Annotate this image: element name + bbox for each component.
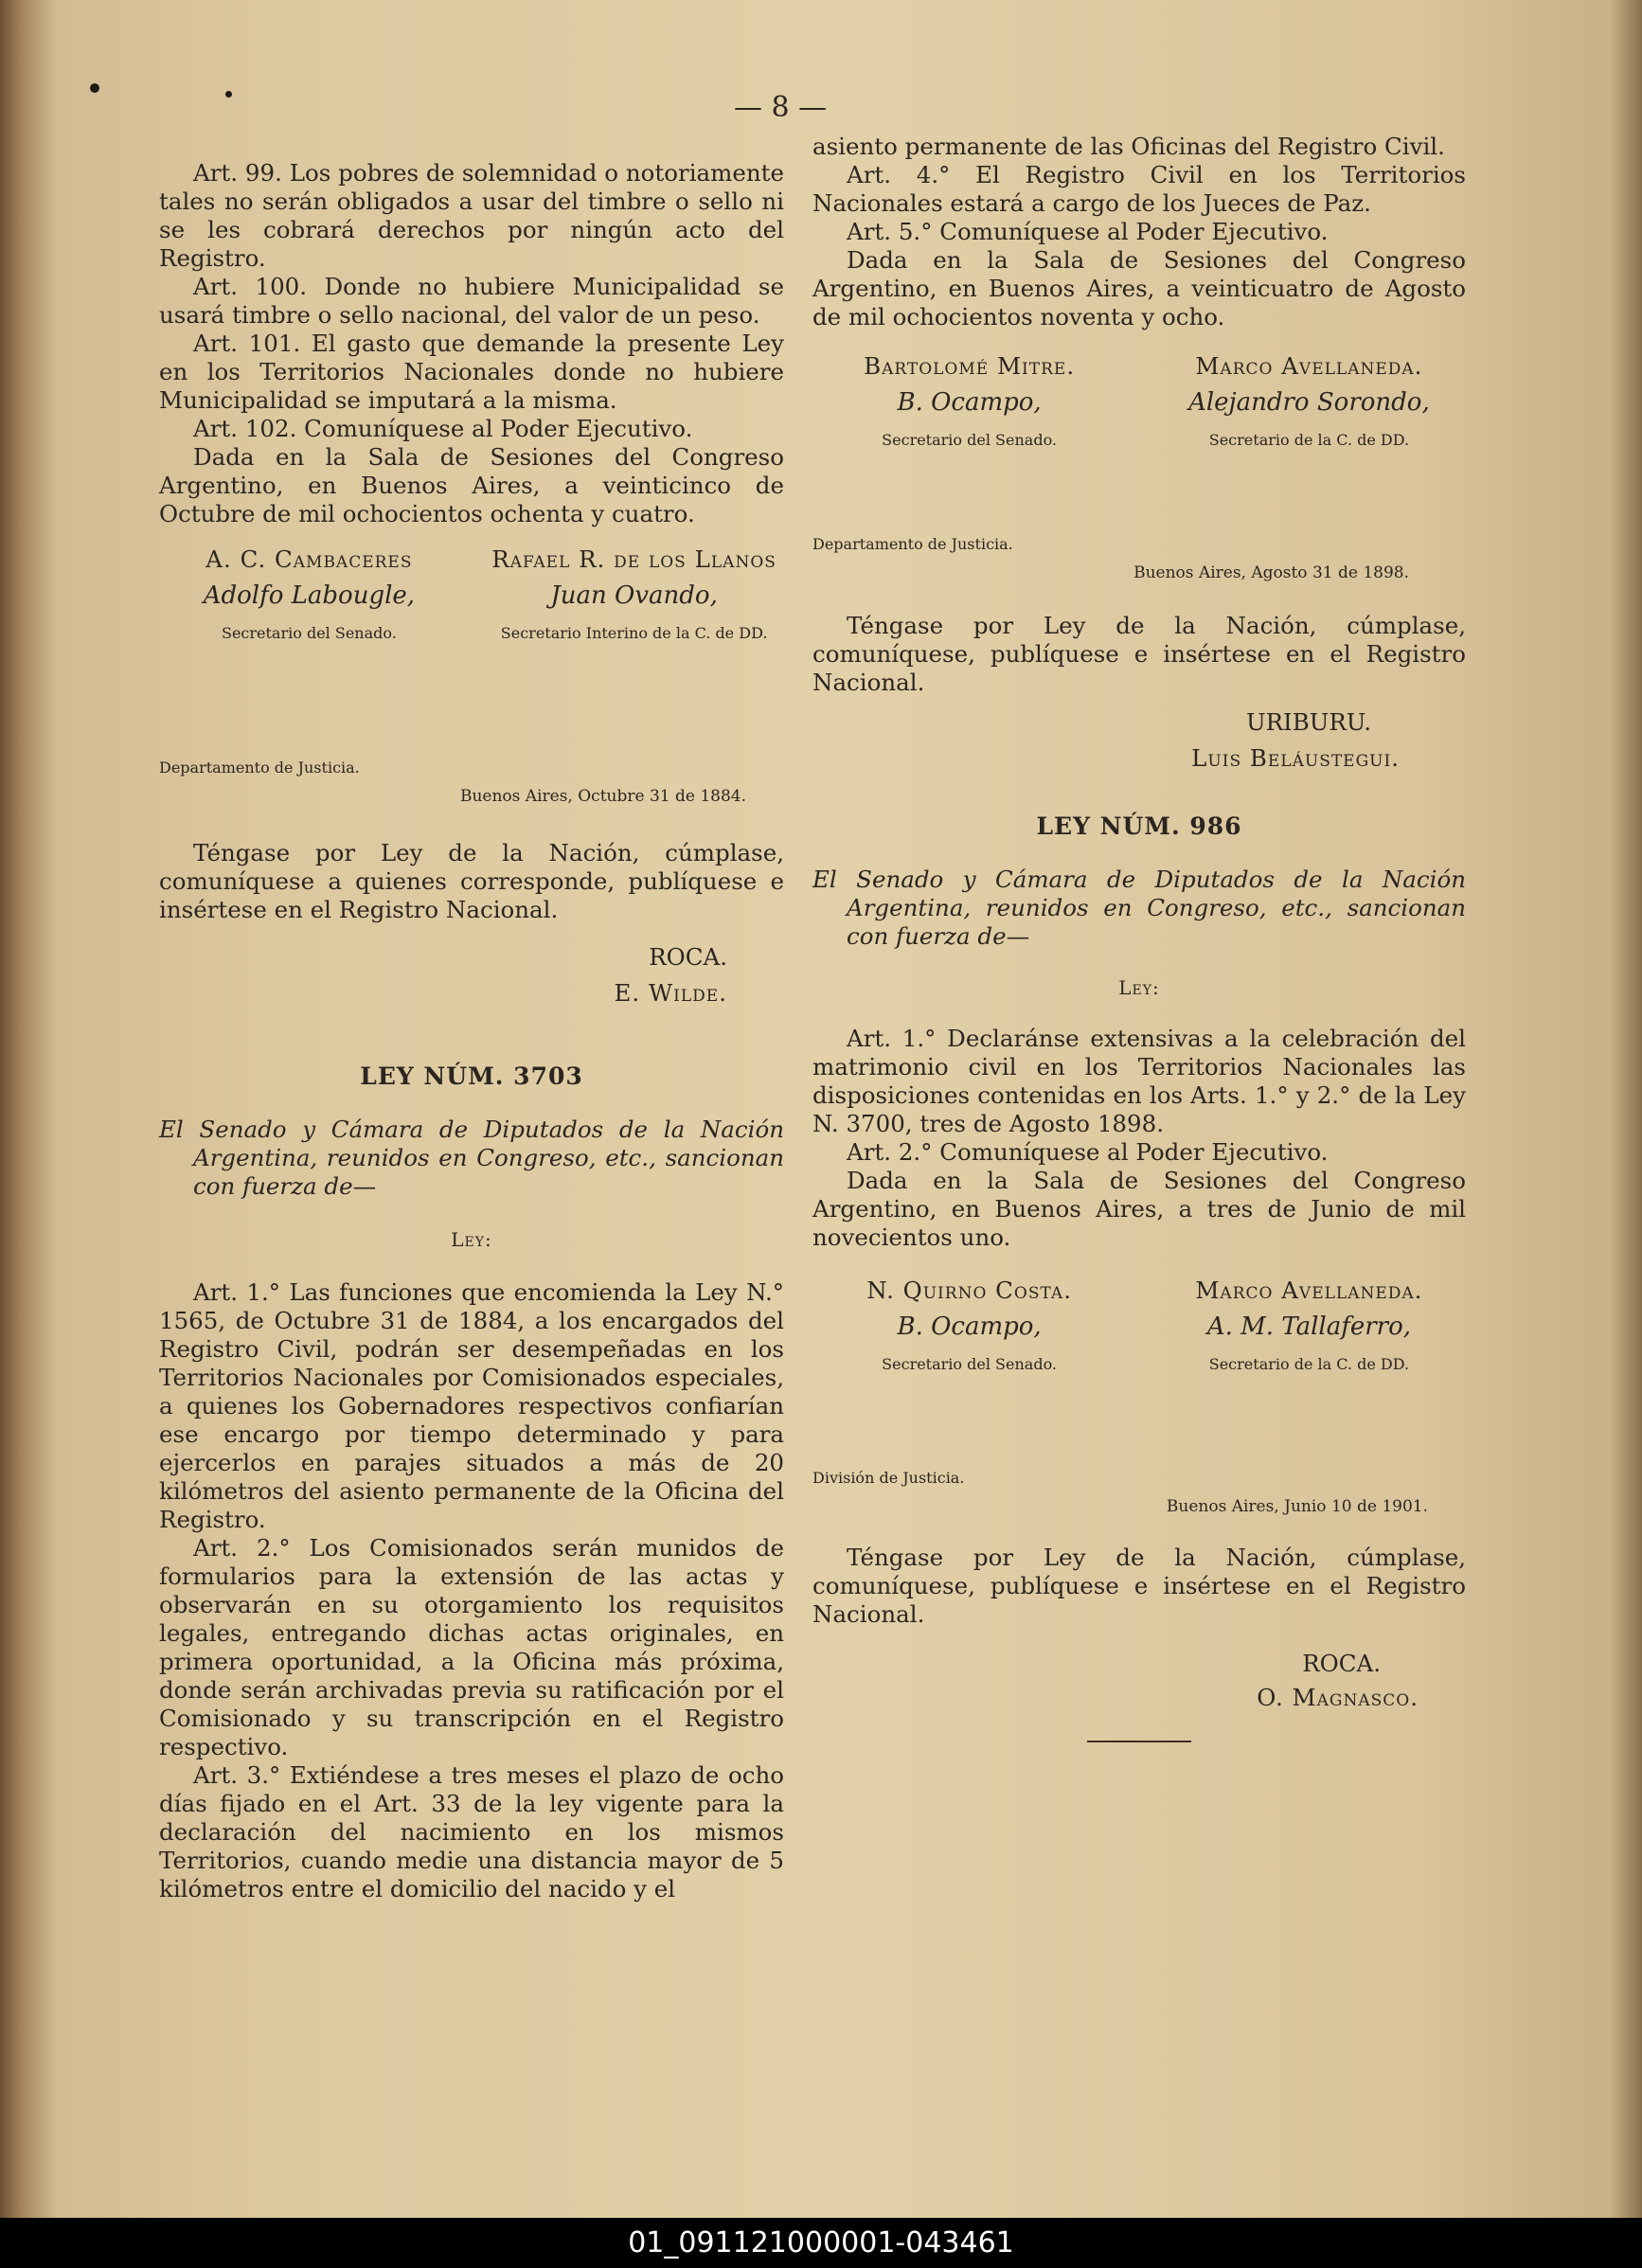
signer-name: Marco Avellaneda. <box>1195 1277 1423 1304</box>
decree-text: Téngase por Ley de la Nación, cúmplase, comuníquese a quienes corresponde, publíquese e insértese en el Registro Nacional. <box>159 839 784 923</box>
secretary-name: Adolfo Labougle, <box>203 581 416 610</box>
law-intro: El Senado y Cámara de Diputados de la Nación Argentina, reunidos en Congreso, etc., sancionan con fuerza de— <box>159 1116 784 1200</box>
signature-block <box>159 545 784 648</box>
place-date: Buenos Aires, Junio 10 de 1901. <box>1166 1497 1428 1516</box>
signer: O. Magnasco. <box>1257 1684 1419 1711</box>
article: Art. 99. Los pobres de solemnidad o notoriamente tales no serán obligados a usar del timbre o sello ni se les cobrará derechos por ningún acto del Registro. <box>159 159 784 272</box>
secretary-role: Secretario de la C. de DD. <box>1208 1355 1410 1373</box>
department: Departamento de Justicia. <box>159 759 360 777</box>
secretary-role: Secretario del Senado. <box>882 431 1057 449</box>
page-number: — 8 — <box>734 91 828 124</box>
left-column <box>159 159 784 1903</box>
secretary-name: Juan Ovando, <box>550 581 718 610</box>
article: Art. 2.° Los Comisionados serán munidos de formularios para la extensión de las actas y observarán en su otorgamiento los requisitos legales, entregando dichas actas originales, en primera oportunidad, a la Oficina más próxima, donde serán archivadas previa su ratificación por el Comisionado y su transcripción en el Registro respectivo. <box>159 1534 784 1760</box>
ley-label: Ley: <box>1118 976 1160 999</box>
signer: Luis Beláustegui. <box>1191 744 1400 772</box>
signer: ROCA. <box>1302 1650 1381 1677</box>
article: Art. 2.° Comuníquese al Poder Ejecutivo. <box>847 1138 1329 1166</box>
article: Art. 1.° Las funciones que encomienda la Ley N.° 1565, de Octubre 31 de 1884, a los encargados del Registro Civil, podrán ser desempeñadas en los Territorios Nacionales por Comisionados especiales, a quienes los Gobernadores respectivos confiarían ese encargo por tiempo determinado y para ejercerlos en parajes situados a más de 20 kilómetros del asiento permanente de la Oficina del Registro. <box>159 1278 784 1533</box>
secretary-name: B. Ocampo, <box>897 388 1042 417</box>
article: Art. 5.° Comuníquese al Poder Ejecutivo. <box>847 218 1329 245</box>
secretary-name: A. M. Tallaferro, <box>1206 1313 1411 1341</box>
signer-name: N. Quirno Costa. <box>866 1277 1072 1304</box>
secretary-role: Secretario Interino de la C. de DD. <box>500 624 768 642</box>
department: División de Justicia. <box>812 1469 965 1487</box>
signature-block <box>812 1277 1466 1379</box>
secretary-name: B. Ocampo, <box>897 1313 1042 1341</box>
signer: E. Wilde. <box>614 979 727 1007</box>
article: Dada en la Sala de Sesiones del Congreso Argentino, en Buenos Aires, a veinticuatro de Agosto de mil ochocientos noventa y ocho. <box>812 246 1466 330</box>
article: Art. 3.° Extiéndese a tres meses el plazo de ocho días fijado en el Art. 33 de la ley vigente para la declaración del nacimiento en los mismos Territorios, cuando medie una distancia mayor de 5 kilómetros entre el domicilio del nacido y el <box>159 1761 784 1902</box>
article: Art. 100. Donde no hubiere Municipalidad se usará timbre o sello nacional, del valor de un peso. <box>159 273 784 329</box>
secretary-role: Secretario del Senado. <box>221 624 397 642</box>
secretary-role: Secretario del Senado. <box>882 1355 1057 1373</box>
law-intro: El Senado y Cámara de Diputados de la Nación Argentina, reunidos en Congreso, etc., sancionan con fuerza de— <box>812 866 1466 950</box>
law-title: LEY NÚM. 986 <box>1036 813 1242 840</box>
decree-text: Téngase por Ley de la Nación, cúmplase, comuníquese, publíquese e insértese en el Registro Nacional. <box>812 612 1466 696</box>
signer: URIBURU. <box>1245 708 1371 736</box>
signature-block <box>812 352 1466 455</box>
image-caption: 01_091121000001-043461 <box>0 2218 1642 2268</box>
secretary-role: Secretario de la C. de DD. <box>1208 431 1410 449</box>
right-column <box>812 133 1466 1742</box>
signer-name: Rafael R. de los Llanos <box>491 545 776 573</box>
signer-name: Marco Avellaneda. <box>1195 352 1423 380</box>
place-date: Buenos Aires, Octubre 31 de 1884. <box>459 787 746 806</box>
law-title: LEY NÚM. 3703 <box>360 1063 583 1090</box>
department: Departamento de Justicia. <box>812 535 1013 553</box>
article: Dada en la Sala de Sesiones del Congreso Argentino, en Buenos Aires, a veinticinco de Octubre de mil ochocientos ochenta y cuatro. <box>159 443 784 527</box>
article-continuation: asiento permanente de las Oficinas del Registro Civil. <box>812 133 1445 160</box>
article: Dada en la Sala de Sesiones del Congreso Argentino, en Buenos Aires, a tres de Junio de mil novecientos uno. <box>812 1167 1466 1251</box>
decree-text: Téngase por Ley de la Nación, cúmplase, comuníquese, publíquese e insértese en el Registro Nacional. <box>812 1544 1466 1628</box>
article: Art. 101. El gasto que demande la presente Ley en los Territorios Nacionales donde no hubiere Municipalidad se imputará a la misma. <box>159 330 784 414</box>
secretary-name: Alejandro Sorondo, <box>1188 388 1430 417</box>
closing-rule <box>1087 1741 1191 1742</box>
ley-label: Ley: <box>451 1228 492 1251</box>
article: Art. 102. Comuníquese al Poder Ejecutivo. <box>193 415 693 442</box>
ink-speck <box>225 91 232 98</box>
article: Art. 1.° Declaránse extensivas a la celebración del matrimonio civil en los Territorios Nacionales las disposiciones contenidas en los Arts. 1.° y 2.° de la Ley N. 3700, tres de Agosto 1898. <box>812 1025 1466 1137</box>
ink-speck <box>90 83 99 93</box>
article: Art. 4.° El Registro Civil en los Territorios Nacionales estará a cargo de los Jueces de Paz. <box>812 161 1466 217</box>
place-date: Buenos Aires, Agosto 31 de 1898. <box>1133 563 1409 582</box>
signer-name: A. C. Cambaceres <box>205 545 413 573</box>
signer: ROCA. <box>649 943 727 971</box>
signer-name: Bartolomé Mitre. <box>864 352 1076 380</box>
